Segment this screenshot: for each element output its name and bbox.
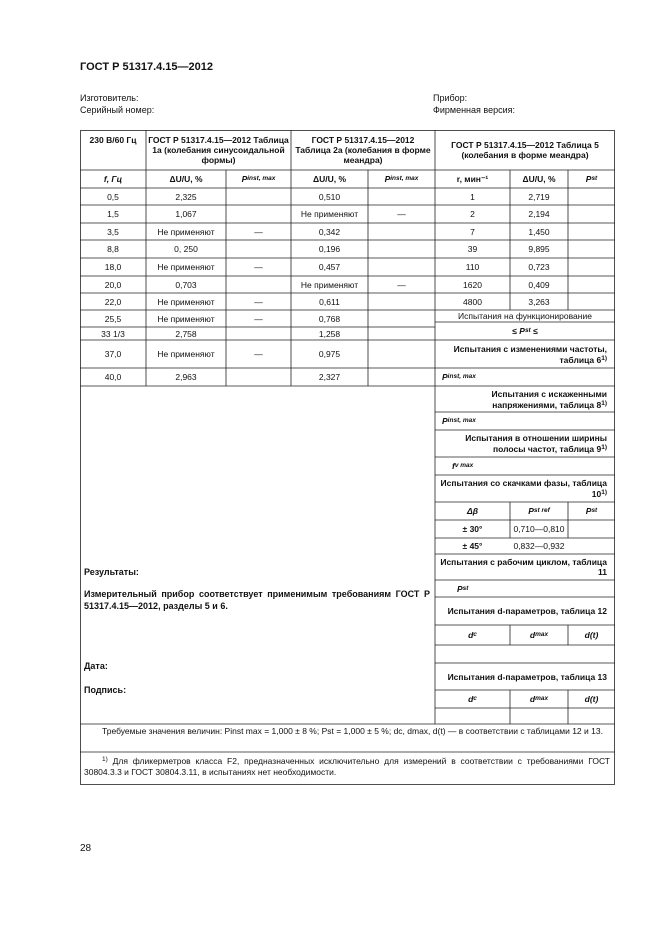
document-header: ГОСТ Р 51317.4.15—2012 bbox=[80, 61, 214, 73]
cell-p1: — bbox=[254, 262, 263, 272]
sub-header-f: f, Гц bbox=[103, 174, 123, 184]
cell-p1 bbox=[226, 276, 291, 293]
table-5-cell-du: 1,450 bbox=[528, 226, 550, 237]
cell-d1: 0, 250 bbox=[174, 244, 198, 254]
cell-d1: 2,963 bbox=[175, 372, 197, 382]
table-5-cell-du: 2,194 bbox=[528, 209, 550, 219]
table-8-title: Испытания с искаженными напряжениями, таблица 8$^{1)}$ bbox=[491, 388, 607, 410]
sub-header-du-1: ΔU/U, % bbox=[169, 174, 203, 184]
table-13-title: Испытания d-параметров, таблица 13 bbox=[447, 671, 607, 682]
cell-p2: — bbox=[397, 209, 406, 219]
table-6-title: Испытания с изменениями частоты, таблица 6$^{1)}$ bbox=[453, 343, 607, 365]
cell-d1: Не применяют bbox=[157, 226, 215, 237]
table-9-title: Испытания в отношении ширины полосы частот, таблица 9$^{1)}$ bbox=[465, 433, 607, 454]
cell-f: 37,0 bbox=[104, 349, 122, 359]
cell-f: 25,5 bbox=[104, 313, 122, 324]
cell-p1 bbox=[226, 327, 291, 340]
cell-p1 bbox=[226, 205, 291, 223]
cell-f: 0,5 bbox=[107, 191, 119, 202]
sub-header-du-2: ΔU/U, % bbox=[312, 174, 347, 184]
cell-d2: 0,611 bbox=[319, 296, 340, 307]
table-5-cell-r: 7 bbox=[470, 226, 475, 237]
page-number: 28 bbox=[80, 843, 92, 854]
cell-d1: Не применяют bbox=[157, 349, 215, 359]
cell-d2: 0,457 bbox=[318, 262, 341, 272]
table-5-cell-du: 9,895 bbox=[528, 244, 550, 254]
cell-f: 20,0 bbox=[104, 279, 122, 290]
cell-d2: Не применяют bbox=[300, 209, 359, 219]
cell-p1: — bbox=[254, 349, 263, 359]
cell-p2 bbox=[368, 188, 435, 205]
table-1a-header: ГОСТ Р 51317.4.15—2012 Таблица 1а (колебания синусоидальной формы) bbox=[148, 135, 289, 165]
table-5-cell-r: 1 bbox=[470, 191, 475, 202]
cell-f: 8,8 bbox=[107, 244, 119, 254]
cell-p1: — bbox=[254, 313, 263, 324]
table-12-dmax: d max bbox=[529, 630, 549, 640]
test-results-table bbox=[80, 130, 615, 785]
cell-p2 bbox=[368, 258, 435, 276]
serial-label: Серийный номер: bbox=[80, 105, 155, 115]
cell-d2: 0,196 bbox=[318, 244, 341, 254]
table-10-angle-header: Δβ bbox=[467, 506, 478, 516]
functional-test-label: Испытания на функционирование bbox=[458, 311, 592, 321]
cell-d1: 2,325 bbox=[175, 191, 197, 202]
date-label: Дата: bbox=[84, 661, 108, 671]
cell-p2 bbox=[368, 223, 435, 240]
cell-d1: Не применяют bbox=[157, 262, 215, 272]
cell-f: 33 1/3 bbox=[101, 328, 125, 339]
table-5-cell-r: 2 bbox=[470, 209, 475, 219]
table-5-cell-du: 3,263 bbox=[528, 296, 550, 307]
table-12-title: Испытания d-параметров, таблица 12 bbox=[447, 606, 607, 616]
sub-header-pinst-2: P inst, max bbox=[384, 174, 419, 184]
table-5-cell-r: 110 bbox=[465, 262, 480, 272]
cell-d1: 1,067 bbox=[175, 209, 197, 219]
cell-d2: 0,975 bbox=[318, 349, 341, 359]
table-8-pinst: P inst, max bbox=[442, 416, 476, 426]
cell-d2: 0,510 bbox=[318, 191, 341, 202]
table-12-dc: d c bbox=[468, 630, 477, 640]
cell-d2: 1,258 bbox=[318, 328, 341, 339]
cell-f: 3,5 bbox=[107, 226, 119, 237]
device-label: Прибор: bbox=[433, 93, 468, 103]
cell-d2: 0,768 bbox=[318, 313, 341, 324]
cell-p2 bbox=[368, 368, 435, 386]
table-5-cell-du: 0,723 bbox=[528, 262, 550, 272]
cell-p2 bbox=[368, 293, 435, 310]
table-5-cell-r: 1620 bbox=[463, 279, 482, 290]
cell-p2 bbox=[368, 240, 435, 258]
table-13-dt: d(t) bbox=[584, 694, 599, 704]
required-values-note: Требуемые значения величин: Pinst max = 1,000 ± 8 %; Pst = 1,000 ± 5 %; dc, dmax, d(t) — в соответствии с таблицами 12 и 13. bbox=[102, 726, 603, 736]
signature-label: Подпись: bbox=[84, 685, 127, 695]
cell-d2: 2,327 bbox=[318, 372, 341, 382]
results-text: Измерительный прибор соответствует применимым требованиям ГОСТ Р 51317.4.15—2012, разделы 5 и 6. bbox=[84, 589, 430, 611]
functional-test-range: ≤ P st ≤ bbox=[512, 326, 538, 336]
cell-p1: — bbox=[254, 226, 263, 237]
cell-d2: 0,342 bbox=[318, 226, 341, 237]
table-6-pinst: P inst, max bbox=[442, 372, 476, 382]
table-10-row1-angle: ± 30° bbox=[462, 524, 483, 534]
table-5-cell-du: 2,719 bbox=[528, 191, 550, 202]
table-10-row2-value: 0,832—0,932 bbox=[513, 541, 565, 551]
table-13-dc: d c bbox=[468, 694, 477, 704]
sub-header-du-3: ΔU/U, % bbox=[522, 174, 556, 184]
cell-p2 bbox=[368, 310, 435, 327]
cell-d1: Не применяют bbox=[157, 296, 215, 307]
table-5-cell-du: 0,409 bbox=[528, 279, 550, 290]
cell-p1: — bbox=[254, 296, 263, 307]
table-5-cell-r: 4800 bbox=[463, 296, 482, 307]
cell-p2 bbox=[368, 340, 435, 368]
cell-p2 bbox=[368, 327, 435, 340]
table-10-pst-header: P st bbox=[585, 506, 598, 516]
cell-p2: — bbox=[397, 279, 406, 290]
table-11-pst: P st bbox=[457, 583, 469, 594]
table-10-row2-angle: ± 45° bbox=[462, 541, 483, 551]
cell-p1 bbox=[226, 368, 291, 386]
table-10-row1-value: 0,710—0,810 bbox=[513, 524, 565, 534]
cell-f: 1,5 bbox=[107, 209, 119, 219]
col-freq-header: 230 В/60 Гц bbox=[89, 135, 137, 145]
cell-p1 bbox=[226, 240, 291, 258]
sub-header-pinst-1: P inst, max bbox=[241, 174, 276, 184]
manufacturer-label: Изготовитель: bbox=[80, 93, 139, 103]
cell-f: 40,0 bbox=[104, 372, 122, 382]
table-10-title: Испытания со скачками фазы, таблица 10$^{1)}$ bbox=[440, 478, 607, 499]
table-13-dmax: d max bbox=[529, 694, 549, 704]
results-label: Результаты: bbox=[84, 567, 139, 577]
table-5-cell-r: 39 bbox=[467, 244, 478, 254]
table-9-fv: f v max bbox=[452, 461, 474, 471]
table-10-pstref-header: P st ref bbox=[528, 506, 550, 516]
cell-f: 18,0 bbox=[104, 262, 122, 272]
firmware-label: Фирменная версия: bbox=[433, 105, 515, 115]
meta-left bbox=[80, 92, 154, 116]
table-2a-header: ГОСТ Р 51317.4.15—2012 Таблица 2а (колебания в форме меандра) bbox=[295, 135, 431, 165]
cell-d1: 2,758 bbox=[175, 328, 197, 339]
cell-f: 22,0 bbox=[104, 296, 122, 307]
cell-p1 bbox=[226, 188, 291, 205]
cell-d1: Не применяют bbox=[157, 313, 215, 324]
cell-d2: Не применяют bbox=[300, 279, 359, 290]
table-5-header: ГОСТ Р 51317.4.15—2012 Таблица 5 (колебания в форме меандра) bbox=[451, 140, 599, 160]
table-12-dt: d(t) bbox=[584, 630, 599, 640]
cell-d1: 0,703 bbox=[175, 279, 197, 290]
footnote: $^{1)}$ Для фликерметров класса F2, предназначенных исключительно для измерений в соответствии с требованиями ГОСТ 30804.3.3 и ГОСТ 30804.3.11, в испытаниях нет необходимости. bbox=[84, 756, 610, 777]
sub-header-r: r, мин⁻¹ bbox=[456, 174, 489, 184]
meta-right bbox=[433, 92, 515, 116]
table-11-title: Испытания с рабочим циклом, таблица 11 bbox=[440, 557, 607, 577]
sub-header-pst: P st bbox=[585, 174, 598, 184]
